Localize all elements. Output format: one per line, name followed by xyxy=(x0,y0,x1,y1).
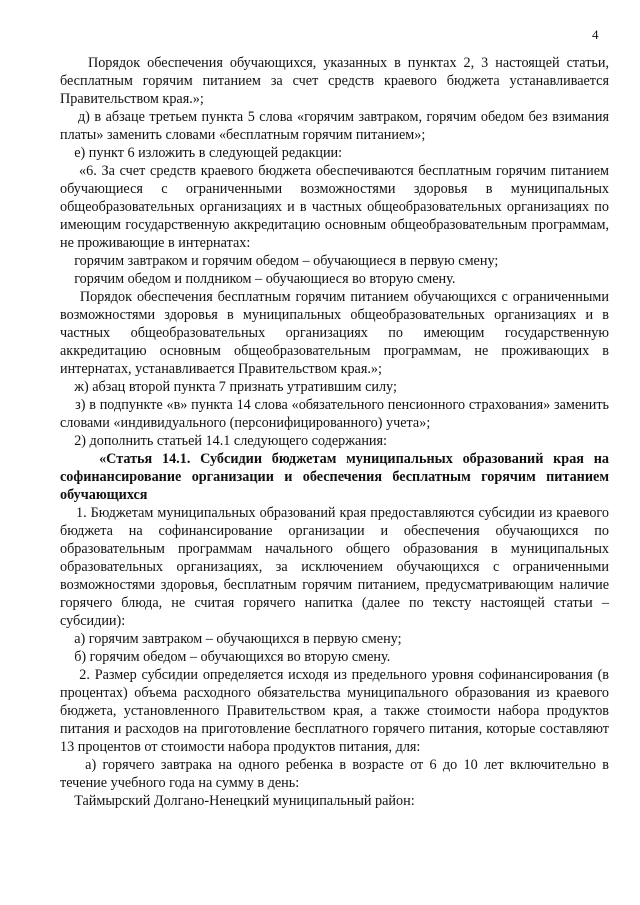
paragraph-amendment-d: д) в абзаце третьем пункта 5 слова «горячим завтраком, горячим обедом без взимания платы» заменить словами «бесплатным горячим питанием»; xyxy=(60,109,613,143)
document-body xyxy=(60,54,613,810)
paragraph-hot-lunch: б) горячим обедом – обучающихся во вторую смену. xyxy=(60,649,391,665)
article-14-1-title: «Статья 14.1. Субсидии бюджетам муниципальных образований края на софинансирование организации и обеспечения бесплатным горячим питанием обучающихся xyxy=(60,451,613,503)
paragraph-order-provision: Порядок обеспечения обучающихся, указанных в пунктах 2, 3 настоящей статьи, бесплатным горячим питанием за счет средств краевого бюджета устанавливается Правительством края.»; xyxy=(60,55,613,107)
paragraph-article-14-1-point-1: 1. Бюджетам муниципальных образований края предоставляются субсидии из краевого бюджета на софинансирование организации и обеспечения обучающихся по образовательным программам начального общего образования в муниципальных образовательных организациях, за исключением обучающихся с ограниченными возможностями здоровья, бесплатным горячим питанием, предусматривающим наличие горячего блюда, не считая горячего напитка (далее по тексту настоящей статьи – субсидии): xyxy=(60,505,613,629)
paragraph-breakfast-amount: а) горячего завтрака на одного ребенка в возрасте от 6 до 10 лет включительно в течение учебного года на сумму в день: xyxy=(60,757,613,791)
paragraph-add-article: 2) дополнить статьей 14.1 следующего содержания: xyxy=(60,433,387,449)
paragraph-amendment-e: е) пункт 6 изложить в следующей редакции: xyxy=(60,145,343,161)
paragraph-amendment-z: з) в подпункте «в» пункта 14 слова «обязательного пенсионного страхования» заменить словами «индивидуального (персонифицированного) учета»; xyxy=(60,397,613,431)
paragraph-point-6: «6. За счет средств краевого бюджета обеспечиваются бесплатным горячим питанием обучающиеся с ограниченными возможностями здоровья в муниципальных общеобразовательных организациях и в частных общеобразовательных организациях по имеющим государственную аккредитацию основным общеобразовательным программам, не проживающие в интернатах: xyxy=(60,163,613,251)
paragraph-amendment-zh: ж) абзац второй пункта 7 признать утратившим силу; xyxy=(60,379,397,395)
page-number: 4 xyxy=(592,27,599,42)
paragraph-taimyr-district: Таймырский Долгано-Ненецкий муниципальный район: xyxy=(60,793,415,809)
paragraph-order-disabilities: Порядок обеспечения бесплатным горячим питанием обучающихся с ограниченными возможностями здоровья в муниципальных общеобразовательных организациях и в частных общеобразовательных организациях по имеющим государственную аккредитацию основным общеобразовательным программам, не проживающих в интернатах, устанавливается Правительством края.»; xyxy=(60,289,613,377)
paragraph-hot-breakfast: а) горячим завтраком – обучающихся в первую смену; xyxy=(60,631,402,647)
paragraph-lunch-snack: горячим обедом и полдником – обучающиеся во вторую смену. xyxy=(60,271,456,287)
paragraph-breakfast-lunch: горячим завтраком и горячим обедом – обучающиеся в первую смену; xyxy=(60,253,499,269)
paragraph-article-14-1-point-2: 2. Размер субсидии определяется исходя из предельного уровня софинансирования (в процентах) объема расходного обязательства муниципального образования из краевого бюджета, установленного Правительством края, а также стоимости набора продуктов питания и расходов на приготовление бесплатного горячего питания, которые составляют 13 процентов от стоимости набора продуктов питания, для: xyxy=(60,667,613,755)
